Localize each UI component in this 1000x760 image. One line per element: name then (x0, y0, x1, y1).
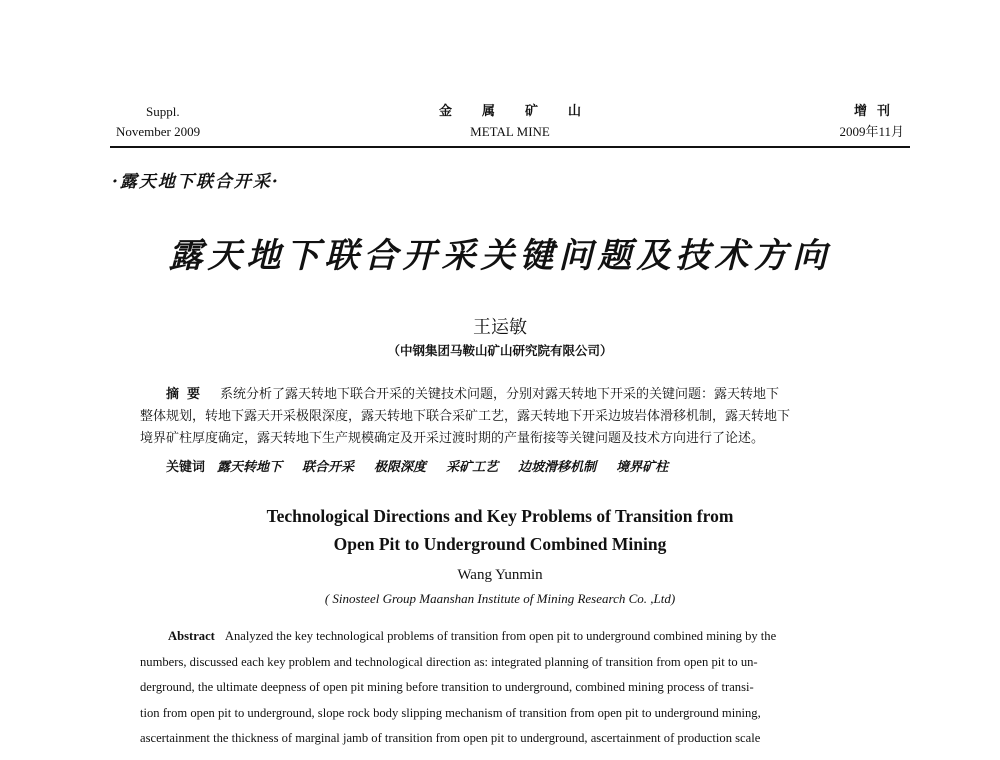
running-header (116, 104, 904, 148)
header-date-en: November 2009 (116, 124, 201, 139)
header-date-cn: 2009年11月 (839, 124, 904, 139)
author-en: Wang Yunmin (457, 567, 543, 583)
title-en (0, 502, 1000, 558)
keyword-cn: 极限深度 (374, 460, 427, 475)
keywords-cn (166, 456, 688, 475)
affiliation-en: ( Sinosteel Group Maanshan Institute of Mining Research Co. ,Ltd) (324, 591, 676, 606)
header-suppl: Suppl. (146, 104, 180, 119)
abstract-en-label: Abstract (168, 629, 215, 643)
section-label: ·露天地下联合开采· (112, 172, 280, 192)
author-cn: 王运敏 (473, 317, 527, 338)
title-cn: 露天地下联合开采关键问题及技术方向 (168, 236, 832, 276)
abstract-en (140, 624, 884, 752)
abstract-en-line-5: ascertainment the thickness of marginal jamb of transition from open pit to underground, ascertainment of production scale (140, 731, 761, 745)
title-en-line-2: Open Pit to Underground Combined Mining (333, 534, 667, 554)
abstract-en-line-4: tion from open pit to underground, slope rock body slipping mechanism of transition from open pit to underground mining, (140, 705, 761, 720)
abstract-en-line-3: derground, the ultimate deepness of open pit mining before transition to underground, combined mining process of transi- (140, 680, 754, 694)
abstract-en-line-2: numbers, discussed each key problem and technological direction as: integrated planning of transition from open pit to un- (140, 654, 758, 669)
abstract-cn-line-1: 摘要 系统分析了露天转地下联合开采的关键技术问题，分别对露天转地下开采的关键问题：露天转地下 (166, 387, 780, 402)
keyword-cn: 采矿工艺 (446, 460, 499, 475)
affiliation-cn: （中钢集团马鞍山矿山研究院有限公司） (387, 343, 613, 358)
abstract-cn-line-3: 境界矿柱厚度确定，露天转地下生产规模确定及开采过渡时期的产量衔接等关键问题及技术方向进行了论述。 (140, 431, 765, 446)
title-en-line-1: Technological Directions and Key Problems of Transition from (266, 506, 734, 526)
keywords-cn-label: 关键词 (166, 460, 206, 475)
header-rule (110, 146, 910, 148)
abstract-cn-label: 摘要 (166, 387, 209, 402)
keyword-cn: 边坡滑移机制 (518, 460, 597, 475)
keyword-cn: 联合开采 (302, 460, 355, 475)
keyword-cn: 露天转地下 (217, 460, 283, 475)
keyword-cn: 境界矿柱 (616, 460, 669, 475)
header-journal-cn: 金属矿山 (438, 104, 611, 119)
header-suppl-cn: 增刊 (853, 104, 900, 119)
abstract-en-line-1: Abstract Analyzed the key technological problems of transition from open pit to underground combined mining by the (168, 629, 777, 643)
abstract-cn (140, 384, 884, 450)
header-journal-en: METAL MINE (470, 124, 550, 139)
abstract-cn-line-2: 整体规划，转地下露天开采极限深度，露天转地下联合采矿工艺，露天转地下开采边坡岩体滑移机制，露天转地下 (140, 409, 791, 424)
